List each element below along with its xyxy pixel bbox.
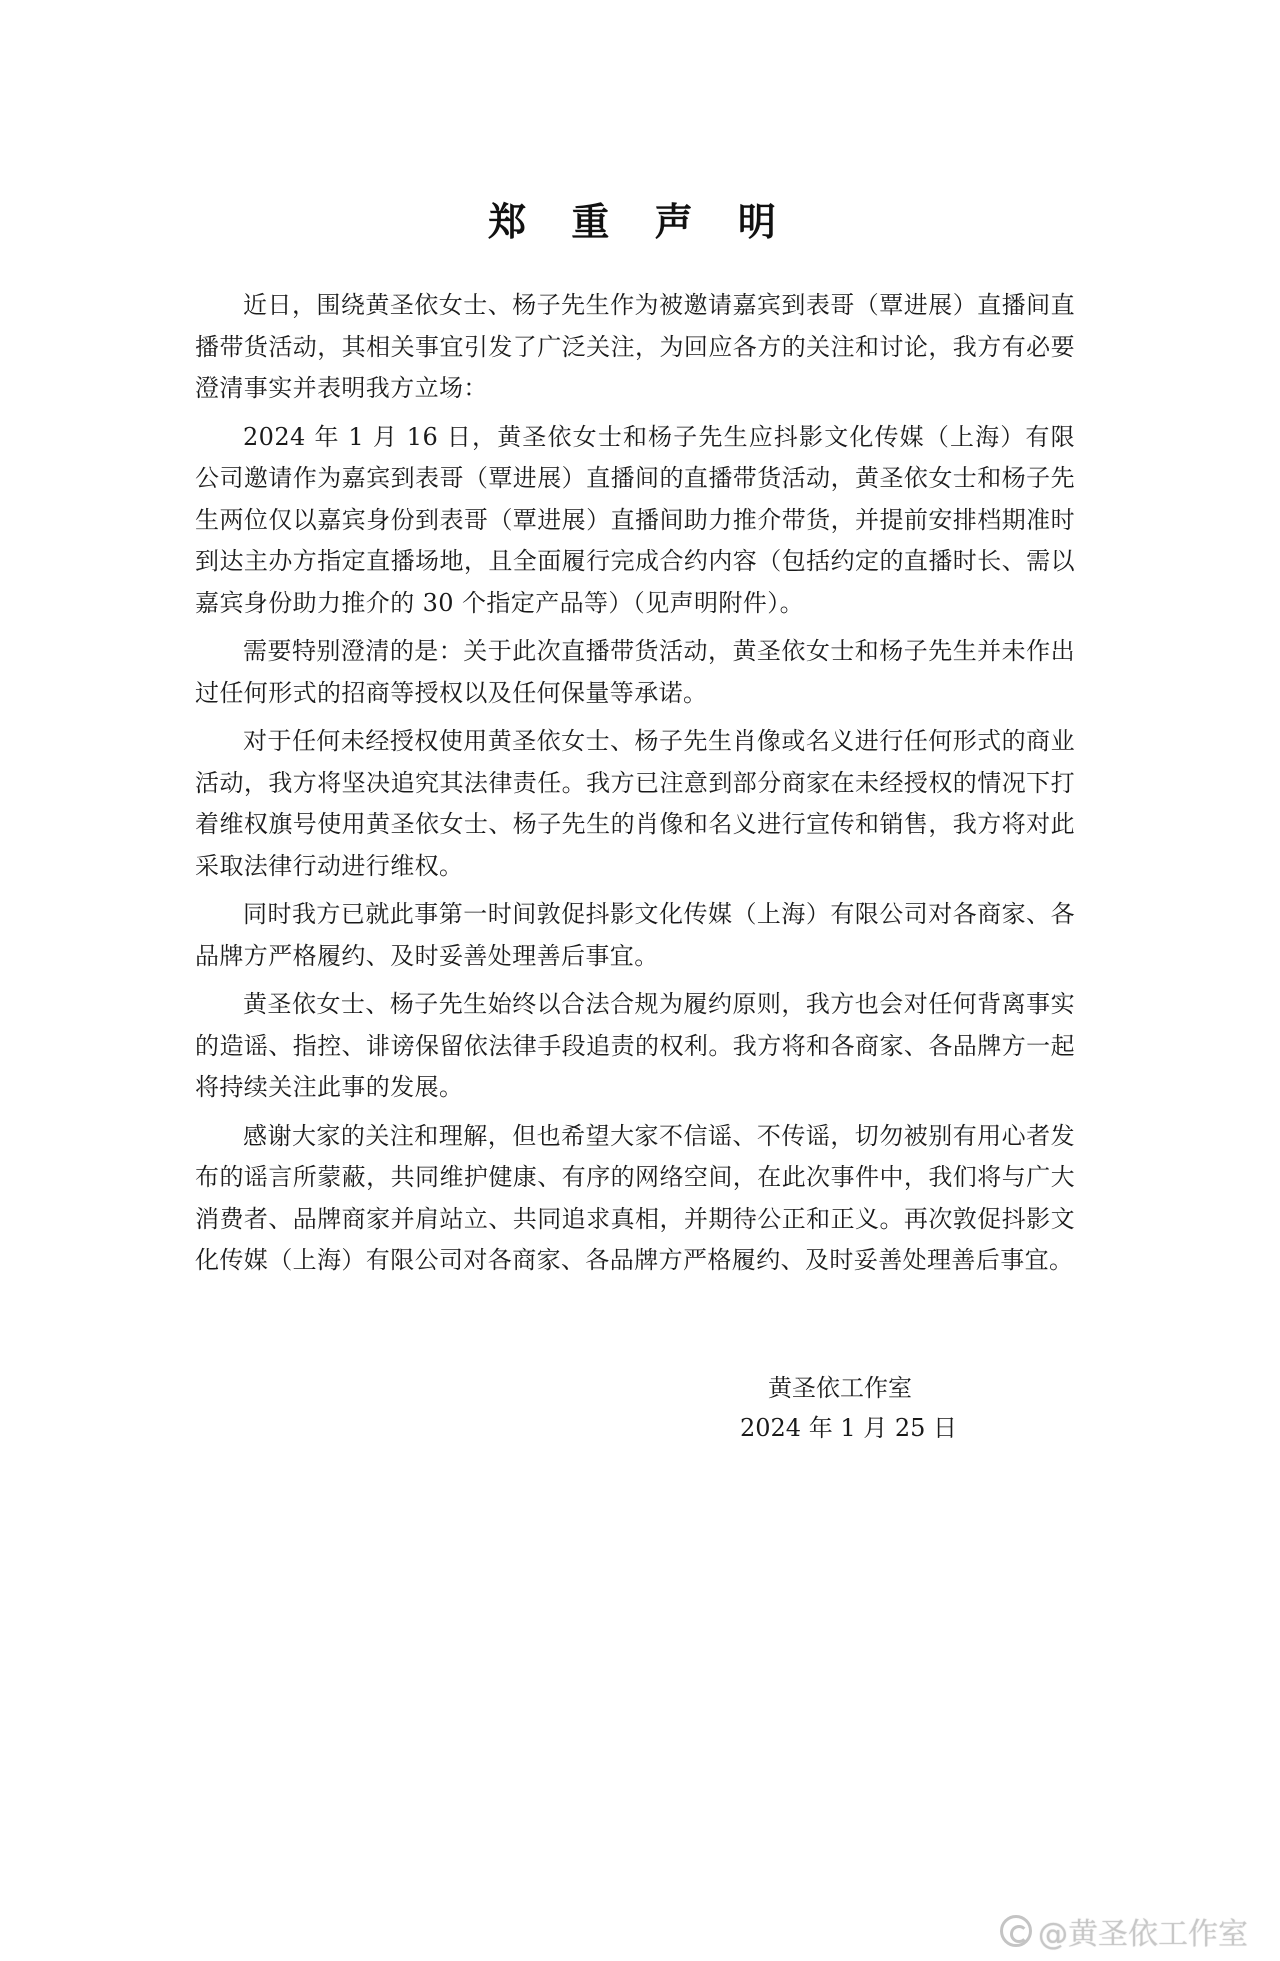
paragraph-intro: 近日，围绕黄圣依女士、杨子先生作为被邀请嘉宾到表哥（覃进展）直播间直播带货活动，其相关事宜引发了广泛关注，为回应各方的关注和讨论，我方有必要澄清事实并表明我方立场： — [195, 291, 1075, 402]
signature-block — [740, 1368, 958, 1448]
paragraph-legal-action: 对于任何未经授权使用黄圣依女士、杨子先生肖像或名义进行任何形式的商业活动，我方将坚决追究其法律责任。我方已注意到部分商家在未经授权的情况下打着维权旗号使用黄圣依女士、杨子先生的肖像和名义进行宣传和销售，我方将对此采取法律行动进行维权。 — [195, 727, 1075, 880]
signature-date: 2024 年 1 月 25 日 — [740, 1414, 958, 1442]
paragraph-principles: 黄圣依女士、杨子先生始终以合法合规为履约原则，我方也会对任何背离事实的造谣、指控、诽谤保留依法律手段追责的权利。我方将和各商家、各品牌方一起将持续关注此事的发展。 — [195, 990, 1075, 1101]
paragraph-thanks: 感谢大家的关注和理解，但也希望大家不信谣、不传谣，切勿被别有用心者发布的谣言所蒙蔽，共同维护健康、有序的网络空间，在此次事件中，我们将与广大消费者、品牌商家并肩站立、共同追求真相，并期待公正和正义。再次敦促抖影文化传媒（上海）有限公司对各商家、各品牌方严格履约、及时妥善处理善后事宜。 — [195, 1121, 1075, 1274]
paragraph-clarification: 需要特别澄清的是：关于此次直播带货活动，黄圣依女士和杨子先生并未作出过任何形式的招商等授权以及任何保量等承诺。 — [195, 637, 1075, 707]
weibo-logo-icon — [1000, 1915, 1032, 1947]
statement-body — [195, 285, 1075, 1289]
weibo-watermark — [1000, 1913, 1248, 1952]
watermark-text: @黄圣依工作室 — [1038, 1917, 1248, 1952]
paragraph-event-facts: 2024 年 1 月 16 日，黄圣依女士和杨子先生应抖影文化传媒（上海）有限公司邀请作为嘉宾到表哥（覃进展）直播间的直播带货活动，黄圣依女士和杨子先生两位仅以嘉宾身份到表哥（覃进展）直播间助力推介带货，并提前安排档期准时到达主办方指定直播场地，且全面履行完成合约内容（包括约定的直播时长、需以嘉宾身份助力推介的 30 个指定产品等）（见声明附件）。 — [195, 422, 1075, 617]
document-title: 郑 重 声 明 — [488, 200, 792, 244]
signature-issuer: 黄圣依工作室 — [768, 1374, 912, 1402]
paragraph-urge-fulfillment: 同时我方已就此事第一时间敦促抖影文化传媒（上海）有限公司对各商家、各品牌方严格履约、及时妥善处理善后事宜。 — [195, 900, 1075, 970]
